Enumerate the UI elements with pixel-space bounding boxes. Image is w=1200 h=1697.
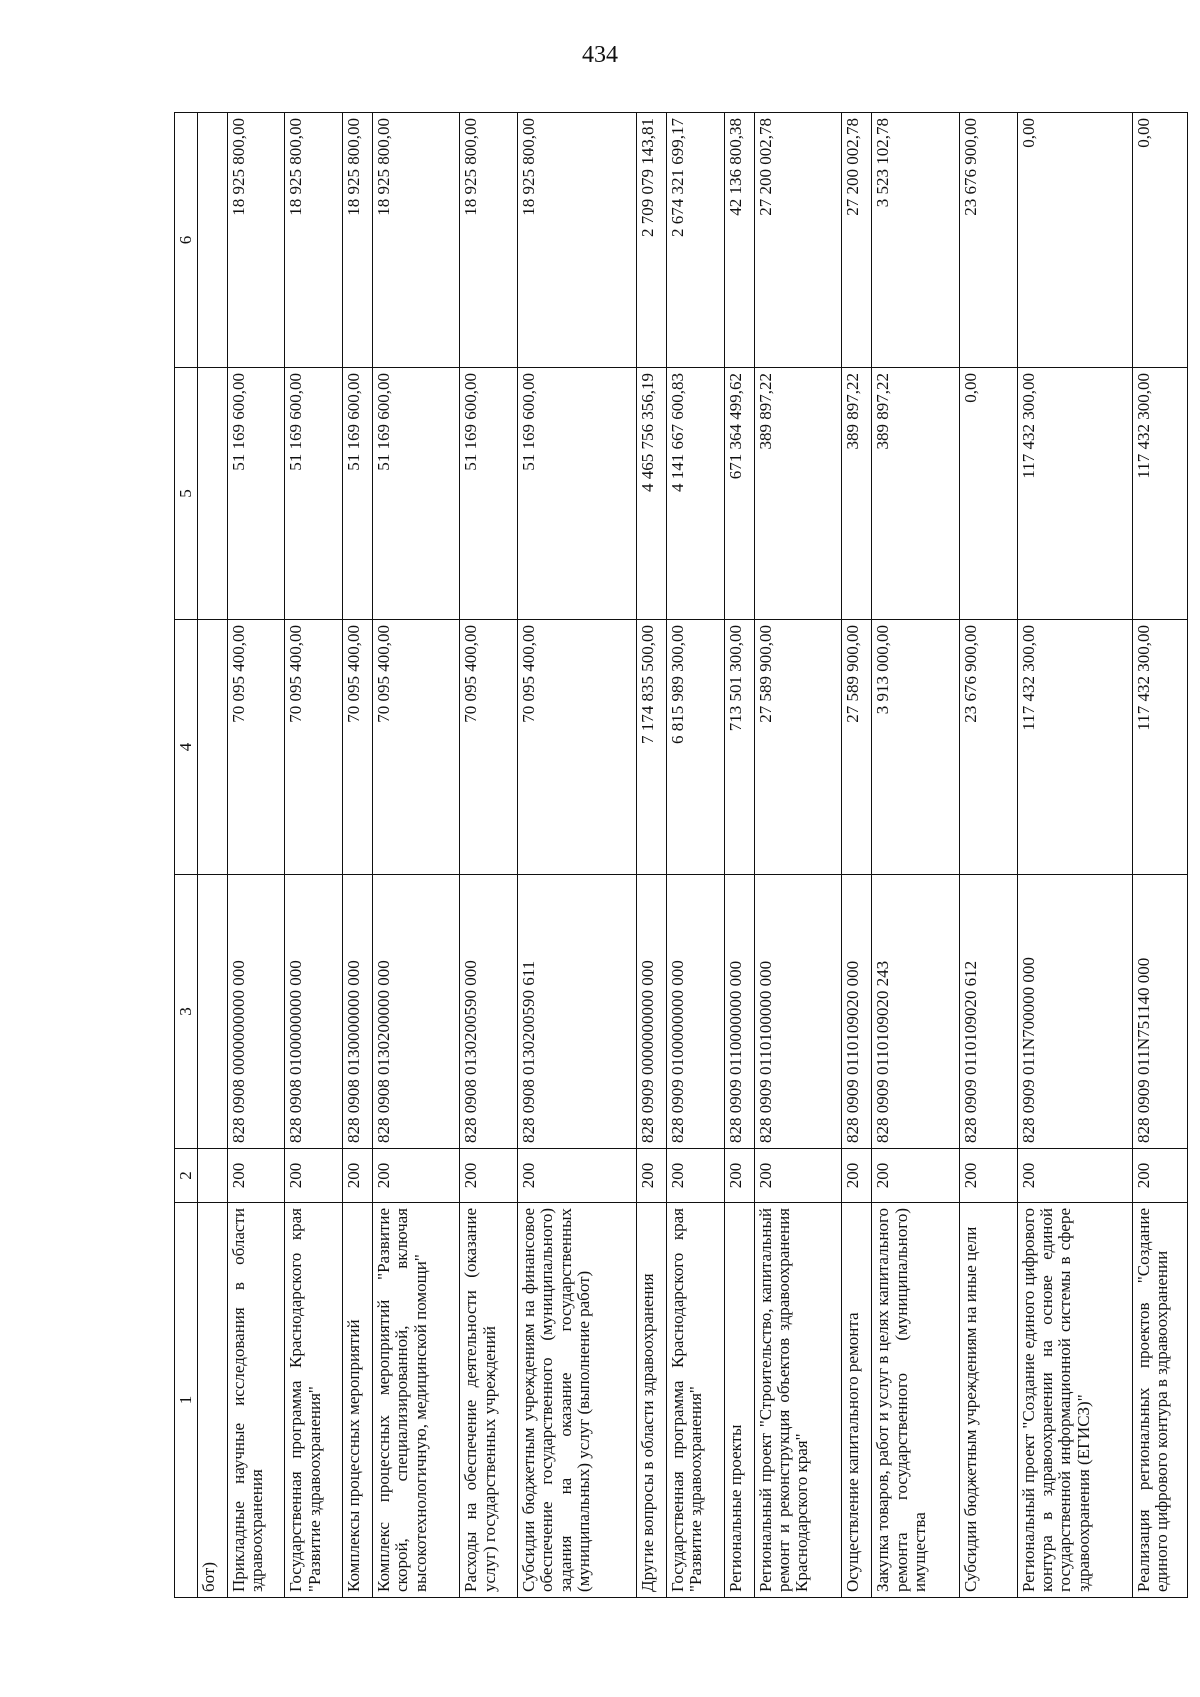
row-value-4: 27 589 900,00 xyxy=(754,620,842,875)
row-code: 828 0908 0130200590 611 xyxy=(518,875,637,1149)
column-header: 6 xyxy=(175,113,198,368)
header-row xyxy=(175,113,198,1598)
row-admin: 200 xyxy=(637,1149,667,1203)
row-name: Прикладные научные исследования в области здравоохранения xyxy=(227,1203,285,1598)
row-admin: 200 xyxy=(227,1149,285,1203)
row-value-4: 70 095 400,00 xyxy=(518,620,637,875)
row-value-4: 70 095 400,00 xyxy=(285,620,343,875)
row-value-5: 117 432 300,00 xyxy=(1017,368,1132,620)
row-code: 828 0909 0110100000 000 xyxy=(754,875,842,1149)
row-value-5: 51 169 600,00 xyxy=(342,368,372,620)
row-admin: 200 xyxy=(1017,1149,1132,1203)
row-value-4: 27 589 900,00 xyxy=(842,620,872,875)
row-value-5: 389 897,22 xyxy=(754,368,842,620)
column-header: 5 xyxy=(175,368,198,620)
row-value-5: 0,00 xyxy=(960,368,1018,620)
continuation-cell: бот) xyxy=(198,1203,227,1598)
row-value-5: 51 169 600,00 xyxy=(285,368,343,620)
row-code: 828 0909 011N700000 000 xyxy=(1017,875,1132,1149)
row-name: Закупка товаров, работ и услуг в целях капитального ремонта государственного (муниципального) имущества xyxy=(872,1203,960,1598)
row-code: 828 0909 0110109020 243 xyxy=(872,875,960,1149)
row-code: 828 0909 011N751140 000 xyxy=(1132,875,1187,1149)
row-name: Региональный проект "Создание единого цифрового контура в здравоохранении на основе единой государственной информационной системы в сфере здравоохранения (ЕГИСЗ)" xyxy=(1017,1203,1132,1598)
row-value-4: 7 174 835 500,00 xyxy=(637,620,667,875)
row-code: 828 0909 0100000000 000 xyxy=(667,875,725,1149)
row-name: Государственная программа Краснодарского края "Развитие здравоохранения" xyxy=(667,1203,725,1598)
row-value-6: 18 925 800,00 xyxy=(518,113,637,368)
row-admin: 200 xyxy=(724,1149,754,1203)
row-value-6: 23 676 900,00 xyxy=(960,113,1018,368)
row-admin: 200 xyxy=(342,1149,372,1203)
row-value-5: 389 897,22 xyxy=(842,368,872,620)
row-admin: 200 xyxy=(754,1149,842,1203)
row-value-6: 18 925 800,00 xyxy=(460,113,518,368)
row-name: Комплексы процессных мероприятий xyxy=(342,1203,372,1598)
row-code: 828 0909 0110109020 612 xyxy=(960,875,1018,1149)
table-row xyxy=(518,113,637,1598)
table-row xyxy=(724,113,754,1598)
row-value-5: 117 432 300,00 xyxy=(1132,368,1187,620)
row-admin: 200 xyxy=(285,1149,343,1203)
table-row xyxy=(1132,113,1187,1598)
column-header: 3 xyxy=(175,875,198,1149)
row-value-6: 18 925 800,00 xyxy=(372,113,460,368)
row-name: Другие вопросы в области здравоохранения xyxy=(637,1203,667,1598)
row-value-6: 27 200 002,78 xyxy=(754,113,842,368)
row-value-5: 671 364 499,62 xyxy=(724,368,754,620)
row-value-4: 70 095 400,00 xyxy=(460,620,518,875)
row-code: 828 0909 0110000000 000 xyxy=(724,875,754,1149)
column-header: 4 xyxy=(175,620,198,875)
table-row xyxy=(960,113,1018,1598)
table-row xyxy=(372,113,460,1598)
row-name: Осуществление капитального ремонта xyxy=(842,1203,872,1598)
continuation-row xyxy=(198,113,227,1598)
table-row xyxy=(1017,113,1132,1598)
row-value-4: 70 095 400,00 xyxy=(342,620,372,875)
row-admin: 200 xyxy=(872,1149,960,1203)
row-value-4: 6 815 989 300,00 xyxy=(667,620,725,875)
row-admin: 200 xyxy=(667,1149,725,1203)
row-code: 828 0908 0000000000 000 xyxy=(227,875,285,1149)
row-value-4: 713 501 300,00 xyxy=(724,620,754,875)
row-value-4: 3 913 000,00 xyxy=(872,620,960,875)
row-value-6: 0,00 xyxy=(1017,113,1132,368)
row-admin: 200 xyxy=(518,1149,637,1203)
page-number: 434 xyxy=(582,42,618,68)
row-value-5: 389 897,22 xyxy=(872,368,960,620)
row-name: Государственная программа Краснодарского края "Развитие здравоохранения" xyxy=(285,1203,343,1598)
row-value-5: 4 141 667 600,83 xyxy=(667,368,725,620)
row-admin: 200 xyxy=(842,1149,872,1203)
row-name: Реализация региональных проектов "Создание единого цифрового контура в здравоохранении xyxy=(1132,1203,1187,1598)
row-value-5: 51 169 600,00 xyxy=(227,368,285,620)
row-name: Комплекс процессных мероприятий "Развитие скорой, специализированной, включая высокотехнологичную, медицинской помощи" xyxy=(372,1203,460,1598)
budget-table xyxy=(174,112,1188,1598)
row-name: Региональные проекты xyxy=(724,1203,754,1598)
table-row xyxy=(227,113,285,1598)
row-value-6: 18 925 800,00 xyxy=(342,113,372,368)
row-code: 828 0908 0130000000 000 xyxy=(342,875,372,1149)
row-value-6: 18 925 800,00 xyxy=(285,113,343,368)
table-row xyxy=(460,113,518,1598)
table-row xyxy=(285,113,343,1598)
row-code: 828 0908 0130200000 000 xyxy=(372,875,460,1149)
row-name: Расходы на обеспечение деятельности (оказание услуг) государственных учреждений xyxy=(460,1203,518,1598)
row-value-4: 70 095 400,00 xyxy=(372,620,460,875)
row-code: 828 0908 0100000000 000 xyxy=(285,875,343,1149)
table-row xyxy=(872,113,960,1598)
row-admin: 200 xyxy=(372,1149,460,1203)
row-name: Субсидии бюджетным учреждениям на финансовое обеспечение государственного (муниципального) задания на оказание государственных (муниципальных) услуг (выполнение работ) xyxy=(518,1203,637,1598)
row-value-6: 2 674 321 699,17 xyxy=(667,113,725,368)
rotated-table-container xyxy=(174,113,1188,1598)
rotated-table-area xyxy=(174,113,1188,1598)
row-value-4: 23 676 900,00 xyxy=(960,620,1018,875)
column-header: 2 xyxy=(175,1149,198,1203)
row-value-6: 0,00 xyxy=(1132,113,1187,368)
row-value-4: 117 432 300,00 xyxy=(1017,620,1132,875)
row-value-5: 51 169 600,00 xyxy=(460,368,518,620)
row-value-6: 3 523 102,78 xyxy=(872,113,960,368)
row-value-5: 51 169 600,00 xyxy=(372,368,460,620)
row-value-4: 70 095 400,00 xyxy=(227,620,285,875)
row-value-4: 117 432 300,00 xyxy=(1132,620,1187,875)
column-header: 1 xyxy=(175,1203,198,1598)
row-value-6: 18 925 800,00 xyxy=(227,113,285,368)
row-admin: 200 xyxy=(960,1149,1018,1203)
row-value-5: 51 169 600,00 xyxy=(518,368,637,620)
row-admin: 200 xyxy=(460,1149,518,1203)
row-value-6: 42 136 800,38 xyxy=(724,113,754,368)
table-row xyxy=(667,113,725,1598)
row-value-6: 27 200 002,78 xyxy=(842,113,872,368)
row-value-6: 2 709 079 143,81 xyxy=(637,113,667,368)
table-row xyxy=(637,113,667,1598)
table-row xyxy=(342,113,372,1598)
table-row xyxy=(842,113,872,1598)
row-admin: 200 xyxy=(1132,1149,1187,1203)
row-code: 828 0909 0000000000 000 xyxy=(637,875,667,1149)
row-code: 828 0909 0110109020 000 xyxy=(842,875,872,1149)
row-name: Региональный проект "Строительство, капитальный ремонт и реконструкция объектов здравоохранения Краснодарского края" xyxy=(754,1203,842,1598)
row-name: Субсидии бюджетным учреждениям на иные цели xyxy=(960,1203,1018,1598)
table-row xyxy=(754,113,842,1598)
row-value-5: 4 465 756 356,19 xyxy=(637,368,667,620)
row-code: 828 0908 0130200590 000 xyxy=(460,875,518,1149)
